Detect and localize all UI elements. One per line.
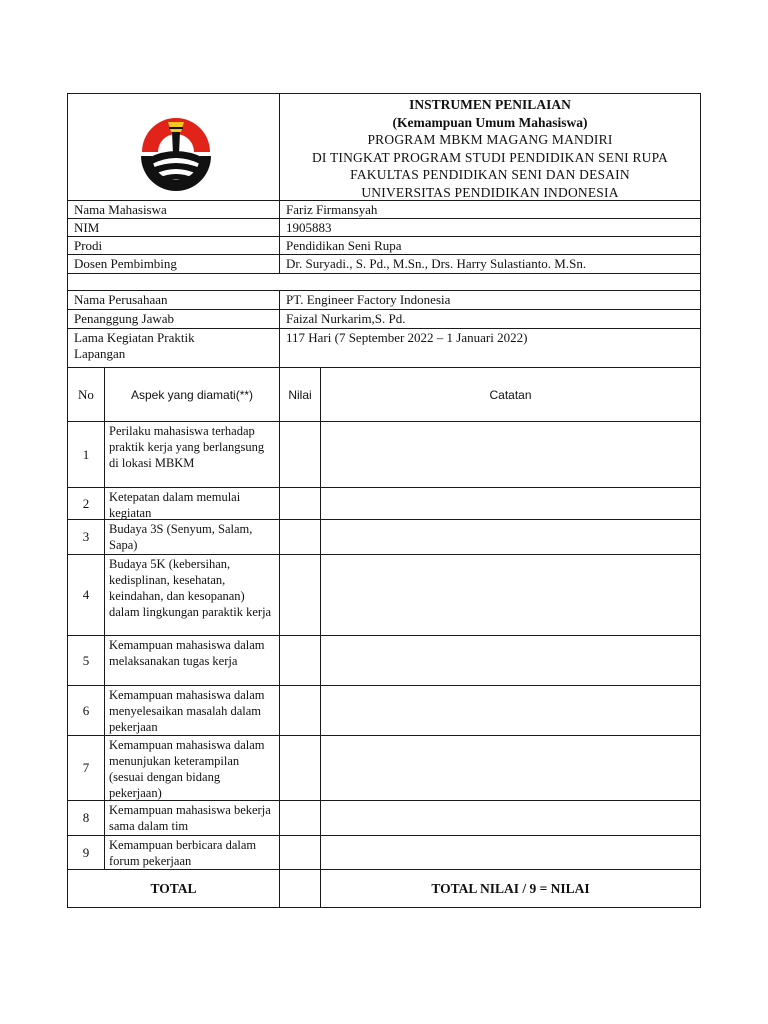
spacer-row (67, 273, 701, 291)
value-supervisor: Faizal Nurkarim,S. Pd. (279, 309, 701, 329)
header-title-block (279, 93, 701, 201)
row-5-aspect: Kemampuan mahasiswa dalam melaksanakan tugas kerja (104, 635, 280, 686)
row-5-notes[interactable] (320, 635, 701, 686)
row-3-notes[interactable] (320, 519, 701, 555)
header-line-2: DI TINGKAT PROGRAM STUDI PENDIDIKAN SENI RUPA (311, 149, 669, 165)
label-supervisor: Penanggung Jawab (67, 309, 280, 329)
row-2-notes[interactable] (320, 487, 701, 520)
row-9-no: 9 (67, 835, 105, 870)
row-5-no: 5 (67, 635, 105, 686)
upi-logo-icon (138, 114, 214, 194)
row-4-aspect: Budaya 5K (kebersihan, kedisplinan, kesehatan, keindahan, dan kesopanan) dalam lingkungan paraktik kerja (104, 554, 280, 636)
row-2-aspect: Ketepatan dalam memulai kegiatan (104, 487, 280, 520)
row-9-notes[interactable] (320, 835, 701, 870)
header-line-1: PROGRAM MBKM MAGANG MANDIRI (367, 132, 613, 147)
label-company: Nama Perusahaan (67, 290, 280, 310)
row-7-no: 7 (67, 735, 105, 801)
header-line-4: UNIVERSITAS PENDIDIKAN INDONESIA (361, 184, 619, 200)
total-label: TOTAL (67, 869, 280, 908)
row-8-notes[interactable] (320, 800, 701, 836)
label-student-name: Nama Mahasiswa (67, 200, 280, 219)
row-1-aspect: Perilaku mahasiswa terhadap praktik kerja yang berlangsung di lokasi MBKM (104, 421, 280, 488)
row-8-no: 8 (67, 800, 105, 836)
header-subtitle: (Kemampuan Umum Mahasiswa) (392, 114, 588, 130)
row-4-no: 4 (67, 554, 105, 636)
value-nim: 1905883 (279, 218, 701, 237)
row-9-aspect: Kemampuan berbicara dalam forum pekerjaan (104, 835, 280, 870)
total-formula: TOTAL NILAI / 9 = NILAI (320, 869, 701, 908)
row-6-notes[interactable] (320, 685, 701, 736)
row-6-aspect: Kemampuan mahasiswa dalam menyelesaikan masalah dalam pekerjaan (104, 685, 280, 736)
row-7-score[interactable] (279, 735, 321, 801)
row-5-score[interactable] (279, 635, 321, 686)
label-advisor: Dosen Pembimbing (67, 254, 280, 274)
row-2-no: 2 (67, 487, 105, 520)
value-prodi: Pendidikan Seni Rupa (279, 236, 701, 255)
row-6-no: 6 (67, 685, 105, 736)
row-1-score[interactable] (279, 421, 321, 488)
total-score[interactable] (279, 869, 321, 908)
row-3-no: 3 (67, 519, 105, 555)
value-advisor: Dr. Suryadi., S. Pd., M.Sn., Drs. Harry Sulastianto. M.Sn. (279, 254, 701, 274)
row-9-score[interactable] (279, 835, 321, 870)
row-1-notes[interactable] (320, 421, 701, 488)
label-prodi: Prodi (67, 236, 280, 255)
col-header-notes: Catatan (320, 367, 701, 422)
header-title: INSTRUMEN PENILAIAN (409, 97, 571, 112)
row-4-score[interactable] (279, 554, 321, 636)
logo-cell (67, 93, 280, 201)
row-2-score[interactable] (279, 487, 321, 520)
row-1-no: 1 (67, 421, 105, 488)
row-4-notes[interactable] (320, 554, 701, 636)
label-duration: Lama Kegiatan Praktik Lapangan (67, 328, 280, 368)
value-duration: 117 Hari (7 September 2022 – 1 Januari 2022) (279, 328, 701, 368)
row-8-score[interactable] (279, 800, 321, 836)
col-header-score: Nilai (279, 367, 321, 422)
col-header-aspect: Aspek yang diamati(**) (104, 367, 280, 422)
row-3-aspect: Budaya 3S (Senyum, Salam, Sapa) (104, 519, 280, 555)
row-7-notes[interactable] (320, 735, 701, 801)
col-header-no: No (67, 367, 105, 422)
row-6-score[interactable] (279, 685, 321, 736)
value-student-name: Fariz Firmansyah (279, 200, 701, 219)
row-3-score[interactable] (279, 519, 321, 555)
value-company: PT. Engineer Factory Indonesia (279, 290, 701, 310)
row-8-aspect: Kemampuan mahasiswa bekerja sama dalam tim (104, 800, 280, 836)
assessment-sheet (67, 93, 701, 908)
header-line-3: FAKULTAS PENDIDIKAN SENI DAN DESAIN (350, 167, 630, 182)
label-nim: NIM (67, 218, 280, 237)
row-7-aspect: Kemampuan mahasiswa dalam menunjukan keterampilan (sesuai dengan bidang pekerjaan) (104, 735, 280, 801)
